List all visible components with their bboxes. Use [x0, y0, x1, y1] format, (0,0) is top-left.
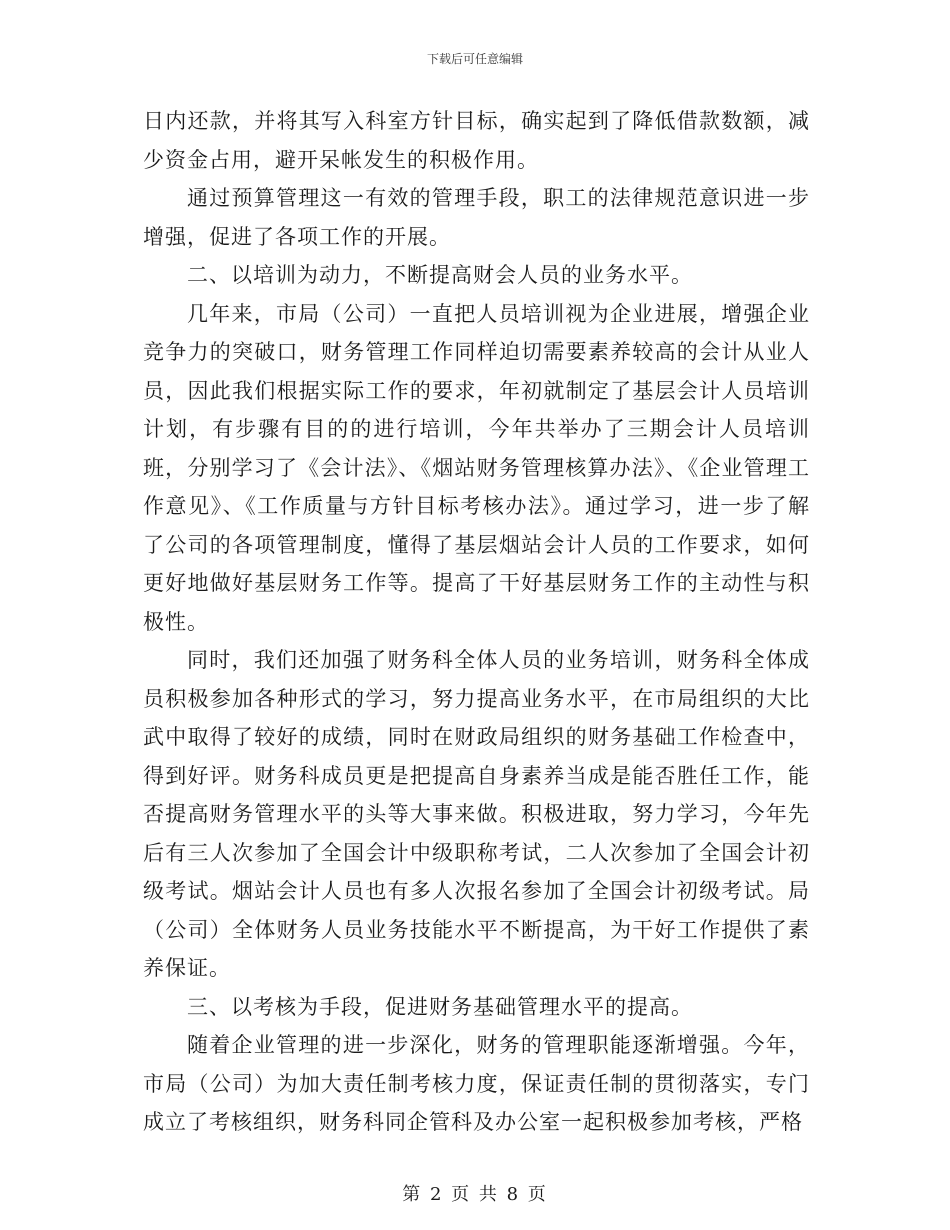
document-body [143, 102, 810, 1142]
section-heading-training: 二、以培训为动力，不断提高财会人员的业务水平。 [187, 263, 693, 287]
paragraph-budget-management: 通过预算管理这一有效的管理手段，职工的法律规范意识进一步增强，促进了各项工作的开展。 [143, 186, 810, 249]
paragraph-staff-training: 同时，我们还加强了财务科全体人员的业务培训，财务科全体成员积极参加各种形式的学习，努力提高业务水平，在市局组织的大比武中取得了较好的成绩，同时在财政局组织的财务基础工作检查中，得到好评。财务科成员更是把提高自身素养当成是能否胜任工作，能否提高财务管理水平的头等大事来做。积极进取，努力学习，今年先后有三人次参加了全国会计中级职称考试，二人次参加了全国会计初级考试。烟站会计人员也有多人次报名参加了全国会计初级考试。局（公司）全体财务人员业务技能水平不断提高，为干好工作提供了素养保证。 [143, 648, 810, 980]
page-header-note: 下载后可任意编辑 [426, 52, 523, 66]
page-number: 第 2 页 共 8 页 [402, 1184, 548, 1205]
section-heading-assessment: 三、以考核为手段，促进财务基础管理水平的提高。 [187, 994, 693, 1019]
paragraph-assessment: 随着企业管理的进一步深化，财务的管理职能逐渐增强。今年，市局（公司）为加大责任制考核力度，保证责任制的贯彻落实，专门成立了考核组织，财务科同企管科及办公室一起积极参加考核，严格 [143, 1033, 810, 1134]
paragraph-training-plan: 几年来，市局（公司）一直把人员培训视为企业进展，增强企业竞争力的突破口，财务管理工作同样迫切需要素养较高的会计从业人员，因此我们根据实际工作的要求，年初就制定了基层会计人员培训计划，有步骤有目的的进行培训，今年共举办了三期会计人员培训班，分别学习了《会计法》、《烟站财务管理核算办法》、《企业管理工作意见》、《工作质量与方针目标考核办法》。通过学习，进一步了解了公司的各项管理制度，懂得了基层烟站会计人员的工作要求，如何更好地做好基层财务工作等。提高了干好基层财务工作的主动性与积极性。 [143, 301, 810, 634]
paragraph-continuation: 日内还款，并将其写入科室方针目标，确实起到了降低借款数额，减少资金占用，避开呆帐发生的积极作用。 [143, 109, 810, 172]
